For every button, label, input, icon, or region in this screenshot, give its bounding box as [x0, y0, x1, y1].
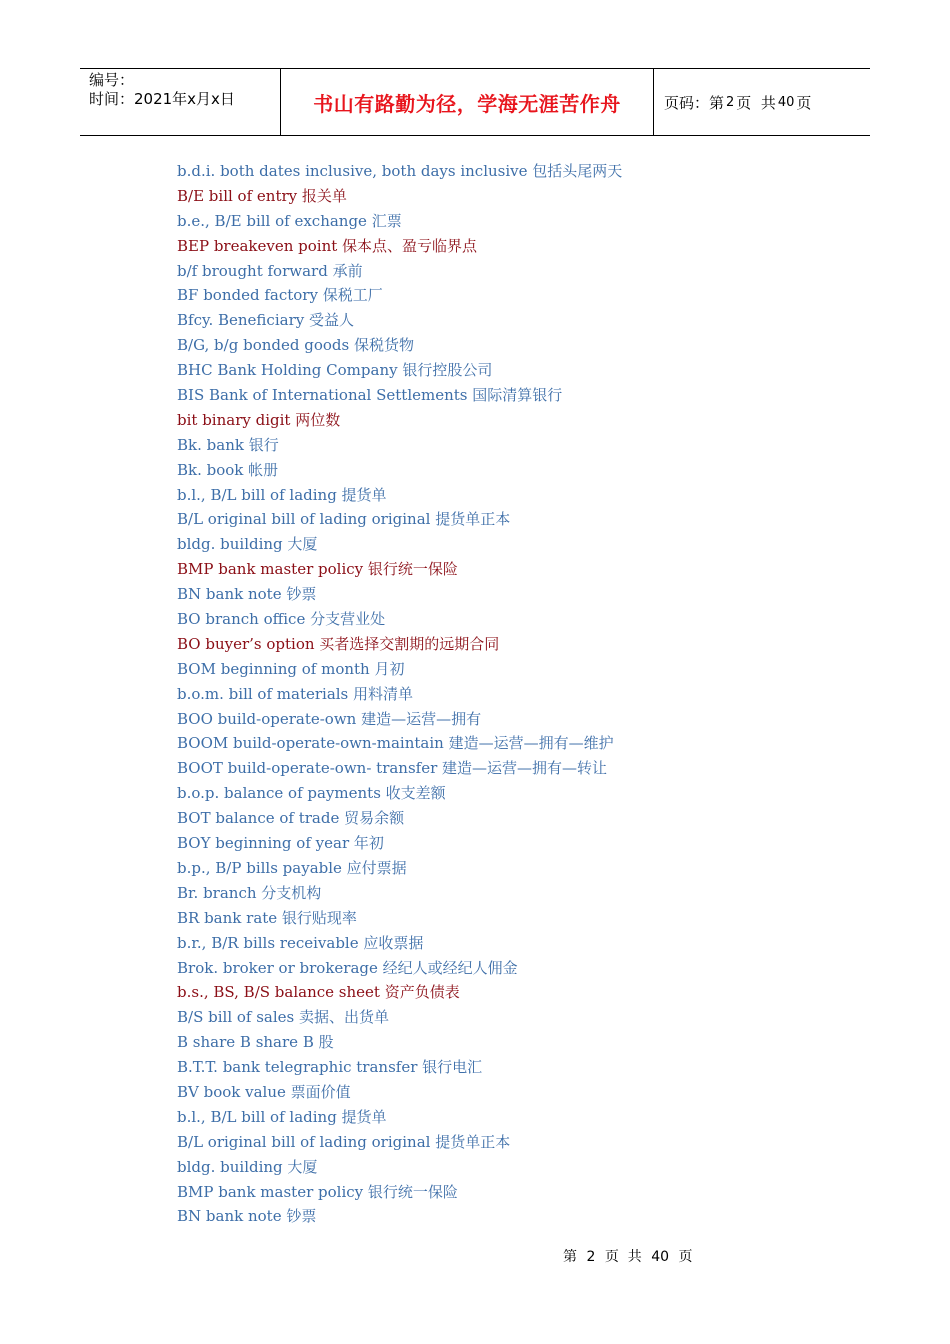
page-header: [80, 68, 870, 136]
glossary-entry: b/f brought forward 承前: [177, 261, 363, 280]
glossary-entry: B/E bill of entry 报关单: [177, 186, 347, 205]
glossary-entry: Brok. broker or brokerage 经纪人或经纪人佣金: [177, 958, 518, 977]
footer-total: 40: [651, 1249, 670, 1265]
glossary-entry: bldg. building 大厦: [177, 1157, 318, 1176]
glossary-entry: BOOM build-operate-own-maintain 建造—运营—拥有—维护: [177, 734, 614, 753]
document-number-label: 编号：: [89, 71, 135, 89]
header-motto: 书山有路勤为径，学海无涯苦作舟: [281, 69, 654, 135]
glossary-list: [177, 159, 877, 1229]
glossary-entry: BV book value 票面价值: [177, 1082, 351, 1101]
glossary-entry: Bk. bank 银行: [177, 435, 279, 454]
glossary-entry: BOO build-operate-own 建造—运营—拥有: [177, 709, 482, 728]
glossary-entry: b.e., B/E bill of exchange 汇票: [177, 211, 402, 230]
footer-suffix: 页: [678, 1249, 693, 1265]
glossary-entry: BO branch office 分支营业处: [177, 610, 386, 629]
footer-prefix: 第: [563, 1249, 577, 1265]
glossary-entry: B share B share B 股: [177, 1033, 334, 1052]
glossary-entry: B/G, b/g bonded goods 保税货物: [177, 336, 414, 355]
glossary-entry: BMP bank master policy 银行统一保险: [177, 1182, 458, 1201]
header-meta-cell: [80, 69, 281, 135]
glossary-entry: BOOT build-operate-own- transfer 建造—运营—拥有—转让: [177, 759, 608, 778]
glossary-entry: b.p., B/P bills payable 应付票据: [177, 858, 407, 877]
footer-mid: 页 共: [604, 1249, 642, 1265]
glossary-entry: B.T.T. bank telegraphic transfer 银行电汇: [177, 1058, 483, 1077]
page-footer: [563, 1246, 697, 1266]
glossary-entry: b.r., B/R bills receivable 应收票据: [177, 933, 424, 952]
glossary-entry: b.l., B/L bill of lading 提货单: [177, 1107, 387, 1126]
glossary-entry: BF bonded factory 保税工厂: [177, 286, 383, 305]
glossary-entry: BOT balance of trade 贸易余额: [177, 809, 405, 828]
glossary-entry: b.l., B/L bill of lading 提货单: [177, 485, 387, 504]
glossary-entry: b.d.i. both dates inclusive, both days inclusive 包括头尾两天: [177, 162, 623, 180]
glossary-entry: b.s., BS, B/S balance sheet 资产负债表: [177, 983, 460, 1002]
header-page-total: 40: [777, 94, 795, 110]
glossary-entry: BMP bank master policy 银行统一保险: [177, 560, 458, 579]
glossary-entry: BR bank rate 银行贴现率: [177, 908, 357, 927]
glossary-entry: BEP breakeven point 保本点、盈亏临界点: [177, 236, 478, 255]
glossary-entry: Bk. book 帐册: [177, 460, 279, 479]
glossary-entry: Br. branch 分支机构: [177, 883, 322, 902]
glossary-entry: B/L original bill of lading original 提货单正本: [177, 510, 511, 529]
glossary-entry: b.o.m. bill of materials 用料清单: [177, 684, 414, 703]
glossary-entry: BIS Bank of International Settlements 国际清算银行: [177, 386, 563, 405]
glossary-entry: bldg. building 大厦: [177, 535, 318, 554]
header-page-indicator: [654, 69, 870, 135]
glossary-entry: Bfcy. Beneficiary 受益人: [177, 311, 354, 330]
glossary-entry: B/S bill of sales 卖据、出货单: [177, 1008, 390, 1027]
glossary-entry: bit binary digit 两位数: [177, 410, 341, 429]
glossary-entry: BOY beginning of year 年初: [177, 834, 384, 853]
glossary-entry: BN bank note 钞票: [177, 1207, 317, 1226]
glossary-entry: B/L original bill of lading original 提货单正本: [177, 1132, 511, 1151]
glossary-entry: BN bank note 钞票: [177, 585, 317, 604]
footer-current: 2: [586, 1249, 596, 1265]
document-date-label: 时间：2021年x月x日: [89, 90, 235, 108]
header-page-mid: 页 共: [736, 93, 776, 112]
header-page-prefix: 页码：第: [664, 93, 725, 112]
header-page-current: 2: [726, 94, 735, 110]
glossary-entry: BO buyer’s option 买者选择交割期的远期合同: [177, 634, 500, 653]
glossary-entry: BHC Bank Holding Company 银行控股公司: [177, 361, 493, 380]
glossary-entry: b.o.p. balance of payments 收支差额: [177, 784, 446, 803]
header-page-suffix: 页: [796, 93, 812, 112]
glossary-entry: BOM beginning of month 月初: [177, 659, 405, 678]
